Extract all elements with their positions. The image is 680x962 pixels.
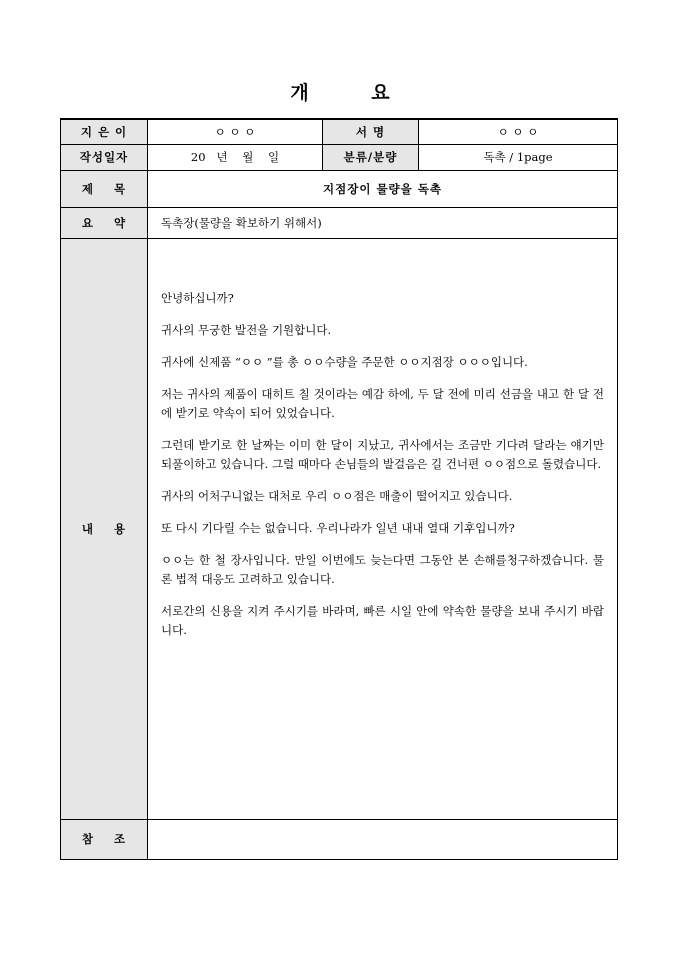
subject-label: 제 목: [61, 170, 148, 207]
content-body: [148, 239, 617, 693]
summary-row: [61, 207, 618, 238]
document-title: 개 요: [290, 82, 418, 104]
reference-label: 참 조: [61, 819, 148, 859]
date-row: [61, 144, 618, 170]
subject-row: [61, 170, 618, 207]
content-row: [61, 238, 618, 819]
category-value: 독촉 / 1page: [419, 144, 618, 170]
summary-label: 요 약: [61, 207, 148, 238]
content-paragraph: 귀사에 신제품 “ㅇㅇ ”를 총 ㅇㅇ수량을 주문한 ㅇㅇ지점장 ㅇㅇㅇ입니다.: [161, 354, 528, 369]
date-label: 작성일자: [61, 144, 148, 170]
sign-value: ㅇ ㅇ ㅇ: [419, 119, 618, 144]
content-cell: [148, 238, 618, 819]
content-paragraph: 안녕하십니까?: [161, 290, 234, 305]
content-paragraph: 그런데 받기로 한 날짜는 이미 한 달이 지났고, 귀사에서는 조금만 기다려 달라는 얘기만 되풀이하고 있습니다. 그럴 때마다 손님들의 발걸음은 길 건너편 ㅇㅇ점으로 돌렸습니다.: [161, 437, 604, 471]
content-paragraph: ㅇㅇ는 한 철 장사입니다. 만일 이번에도 늦는다면 그동안 본 손해를청구하겠습니다. 물론 법적 대응도 고려하고 있습니다.: [161, 552, 604, 586]
subject-value: 지점장이 물량을 독촉: [148, 170, 618, 207]
reference-row: [61, 819, 618, 859]
summary-value: 독촉장(물량을 확보하기 위해서): [148, 207, 618, 238]
date-value: 20 년 월 일: [148, 144, 323, 170]
content-paragraph: 귀사의 어처구니없는 대처로 우리 ㅇㅇ점은 매출이 떨어지고 있습니다.: [161, 488, 513, 503]
author-row: [61, 119, 618, 144]
content-paragraph: 서로간의 신용을 지켜 주시기를 바라며, 빠른 시일 안에 약속한 물량을 보내 주시기 바랍니다.: [161, 603, 604, 637]
overview-form-table: [60, 118, 618, 860]
content-paragraph: 또 다시 기다릴 수는 없습니다. 우리나라가 일년 내내 열대 기후입니까?: [161, 520, 515, 535]
reference-value: [148, 819, 618, 859]
author-label: 지 은 이: [61, 119, 148, 144]
content-paragraph: 귀사의 무궁한 발전을 기원합니다.: [161, 322, 332, 337]
content-paragraph: 저는 귀사의 제품이 대히트 칠 것이라는 예감 하에, 두 달 전에 미리 선금을 내고 한 달 전에 받기로 약속이 되어 있었습니다.: [161, 386, 604, 420]
author-value: ㅇ ㅇ ㅇ: [148, 119, 323, 144]
sign-label: 서 명: [323, 119, 419, 144]
category-label: 분류/분량: [323, 144, 419, 170]
content-label: 내 용: [61, 238, 148, 819]
